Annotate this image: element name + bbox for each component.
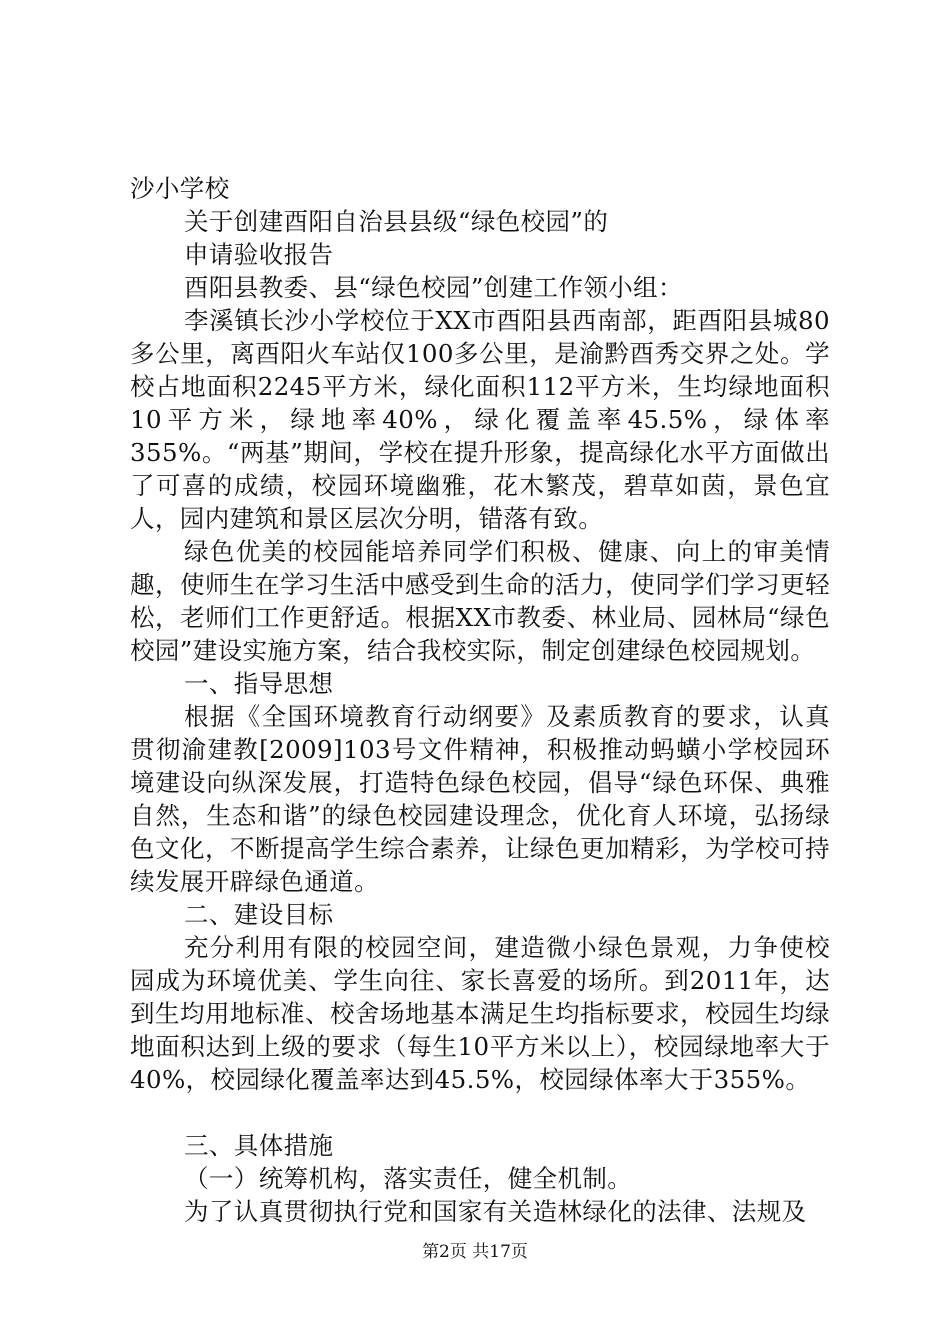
organization-paragraph: 为了认真贯彻执行党和国家有关造林绿化的法律、法规及 [184,1197,807,1226]
section-heading-guiding-ideology: 一、指导思想 [184,669,334,698]
intro-paragraph: 李溪镇长沙小学校位于XX市酉阳县西南部，距酉阳县城80多公里，离酉阳火车站仅100多公里，是渝黔酉秀交界之处。学校占地面积2245平方米，绿化面积112平方米，生均绿地面积10平方米，绿地率40%，绿化覆盖率45.5%，绿体率355%。“两基”期间，学校在提升形象，提高绿化水平方面做出了可喜的成绩，校园环境幽雅，花木繁茂，碧草如茵，景色宜人，园内建筑和景区层次分明，错落有致。 [130,306,830,533]
report-title-line-1: 关于创建酉阳自治县县级“绿色校园”的 [184,207,609,236]
construction-goals-paragraph: 充分利用有限的校园空间，建造微小绿色景观，力争使校园成为环境优美、学生向往、家长喜爱的场所。到2011年，达到生均用地标准、校舍场地基本满足生均指标要求，校园生均绿地面积达到上级的要求（每生10平方米以上），校园绿地率大于40%，校园绿化覆盖率达到45.5%，校园绿体率大于355%。 [130,933,830,1094]
salutation: 酉阳县教委、县“绿色校园”创建工作领小组： [184,273,683,302]
section-heading-specific-measures: 三、具体措施 [184,1131,334,1160]
subsection-heading-organization: （一）统筹机构，落实责任，健全机制。 [184,1164,633,1193]
page-footer [0,1240,950,1264]
guiding-ideology-paragraph: 根据《全国环境教育行动纲要》及素质教育的要求，认真贯彻渝建教[2009]103号文件精神，积极推动蚂蟥小学校园环境建设向纵深发展，打造特色绿色校园，倡导“绿色环保、典雅自然，生态和谐”的绿色校园建设理念，优化育人环境，弘扬绿色文化，不断提高学生综合素养，让绿色更加精彩，为学校可持续发展开辟绿色通道。 [130,702,830,896]
section-heading-construction-goals: 二、建设目标 [184,900,334,929]
report-title-line-2: 申请验收报告 [184,240,334,269]
page-indicator: 第2页 共17页 [422,1242,528,1262]
school-name: 沙小学校 [130,174,230,203]
purpose-paragraph: 绿色优美的校园能培养同学们积极、健康、向上的审美情趣，使师生在学习生活中感受到生命的活力，使同学们学习更轻松，老师们工作更舒适。根据XX市教委、林业局、园林局“绿色校园”建设实施方案，结合我校实际，制定创建绿色校园规划。 [130,537,830,665]
document-body [130,172,830,1228]
